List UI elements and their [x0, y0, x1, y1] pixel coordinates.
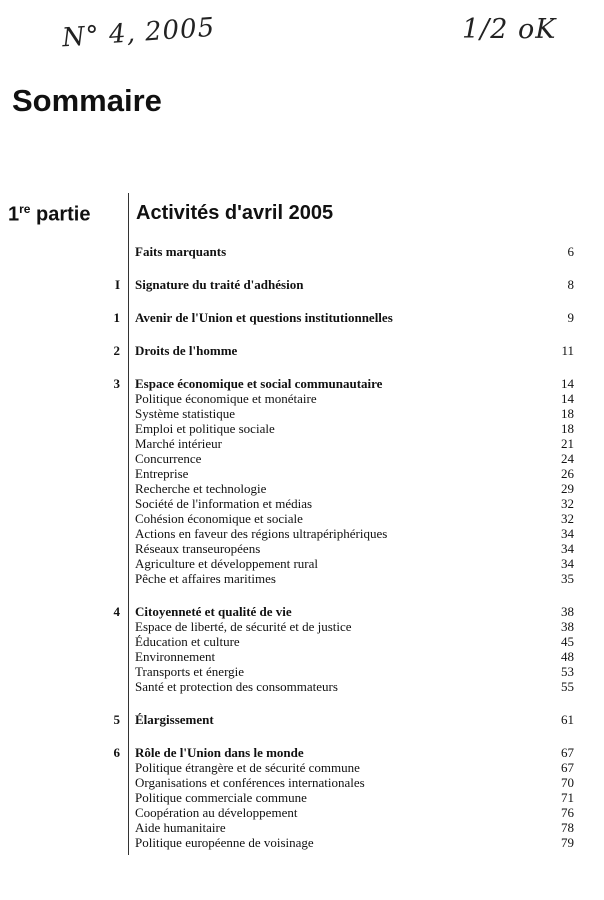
entry-label: Emploi et politique sociale [135, 421, 275, 436]
toc-entry[interactable] [0, 634, 604, 649]
toc-entry[interactable] [0, 664, 604, 679]
section-number: 6 [113, 745, 120, 760]
toc-entry[interactable] [0, 391, 604, 406]
section-title: Signature du traité d'adhésion [135, 277, 304, 292]
entry-label: Recherche et technologie [135, 481, 267, 496]
toc-entry[interactable] [0, 820, 604, 835]
entry-label: Pêche et affaires maritimes [135, 571, 276, 586]
entry-label: Coopération au développement [135, 805, 298, 820]
section-title: Espace économique et social communautaire [135, 376, 383, 391]
entry-label: Entreprise [135, 466, 189, 481]
toc-entry[interactable] [0, 451, 604, 466]
toc-section-heading[interactable] [0, 277, 604, 292]
toc-section [0, 745, 604, 850]
section-number: 3 [113, 376, 120, 391]
entry-label: Espace de liberté, de sécurité et de justice [135, 619, 352, 634]
toc-section-heading[interactable] [0, 343, 604, 358]
entry-label: Actions en faveur des régions ultrapériphériques [135, 526, 388, 541]
page-number: 32 [561, 511, 574, 526]
page-number: 29 [561, 481, 574, 496]
toc-entry[interactable] [0, 649, 604, 664]
page-number: 76 [561, 805, 574, 820]
entry-label: Transports et énergie [135, 664, 245, 679]
toc-entry[interactable] [0, 406, 604, 421]
toc-section-heading[interactable] [0, 244, 604, 259]
entry-label: Éducation et culture [135, 634, 240, 649]
toc-entry[interactable] [0, 466, 604, 481]
page-number: 21 [561, 436, 574, 451]
page-number: 78 [561, 820, 574, 835]
toc-entry[interactable] [0, 571, 604, 586]
toc-entry[interactable] [0, 526, 604, 541]
page-number: 48 [561, 649, 574, 664]
toc-entry[interactable] [0, 556, 604, 571]
entry-label: Environnement [135, 649, 216, 664]
page-number: 26 [561, 466, 574, 481]
page-number: 11 [561, 343, 574, 358]
page-number: 9 [567, 310, 574, 325]
page-number: 6 [567, 244, 574, 259]
page-number: 45 [561, 634, 574, 649]
entry-label: Agriculture et développement rural [135, 556, 319, 571]
page-number: 71 [561, 790, 574, 805]
section-title: Élargissement [135, 712, 214, 727]
page-number: 67 [561, 760, 574, 775]
toc-entry[interactable] [0, 496, 604, 511]
entry-label: Politique commerciale commune [135, 790, 307, 805]
section-number: 1 [113, 310, 120, 325]
toc-section [0, 244, 604, 259]
page-number: 18 [561, 421, 574, 436]
toc-entry[interactable] [0, 436, 604, 451]
toc-entry[interactable] [0, 679, 604, 694]
part-ordinal-suffix: re [19, 202, 31, 216]
toc-section [0, 604, 604, 694]
toc-section-heading[interactable] [0, 310, 604, 325]
section-number: 2 [113, 343, 120, 358]
toc-entry[interactable] [0, 421, 604, 436]
section-title: Rôle de l'Union dans le monde [135, 745, 304, 760]
section-title: Avenir de l'Union et questions institutionnelles [135, 310, 393, 325]
handwritten-note-issue: N° 4, 2005 [61, 12, 217, 54]
part-title: Activités d'avril 2005 [136, 202, 334, 224]
page-number: 38 [561, 619, 574, 634]
toc-entry[interactable] [0, 619, 604, 634]
section-number: 5 [113, 712, 120, 727]
page-number: 38 [561, 604, 574, 619]
toc-section [0, 712, 604, 727]
part-word: partie [30, 203, 91, 226]
section-number: I [114, 277, 120, 292]
toc-section-heading[interactable] [0, 604, 604, 619]
part-label [8, 202, 91, 227]
toc-entry[interactable] [0, 835, 604, 850]
entry-label: Cohésion économique et sociale [135, 511, 303, 526]
entry-label: Marché intérieur [135, 436, 222, 451]
toc-section [0, 310, 604, 325]
page-number: 53 [561, 664, 574, 679]
page-number: 14 [561, 376, 574, 391]
page-number: 24 [561, 451, 574, 466]
entry-label: Aide humanitaire [135, 820, 226, 835]
entry-label: Concurrence [135, 451, 202, 466]
entry-label: Société de l'information et médias [135, 496, 313, 511]
page-title: Sommaire [12, 83, 162, 118]
page-number: 79 [561, 835, 574, 850]
entry-label: Réseaux transeuropéens [135, 541, 261, 556]
toc-entry[interactable] [0, 481, 604, 496]
toc-entry[interactable] [0, 760, 604, 775]
entry-label: Politique économique et monétaire [135, 391, 317, 406]
toc-entry[interactable] [0, 790, 604, 805]
toc-section [0, 277, 604, 292]
page-number: 18 [561, 406, 574, 421]
page-number: 61 [561, 712, 574, 727]
page-number: 34 [561, 526, 574, 541]
toc-entry[interactable] [0, 775, 604, 790]
toc-section-heading[interactable] [0, 745, 604, 760]
entry-label: Politique étrangère et de sécurité commune [135, 760, 360, 775]
section-title: Citoyenneté et qualité de vie [135, 604, 292, 619]
page-number: 34 [561, 556, 574, 571]
toc-section-heading[interactable] [0, 376, 604, 391]
entry-label: Organisations et conférences internationales [135, 775, 365, 790]
toc-entry[interactable] [0, 541, 604, 556]
page-number: 14 [561, 391, 574, 406]
handwritten-note-status: 1/2 oK [462, 14, 557, 45]
entry-label: Santé et protection des consommateurs [135, 679, 338, 694]
entry-label: Politique européenne de voisinage [135, 835, 314, 850]
toc-section-heading[interactable] [0, 712, 604, 727]
section-number: 4 [113, 604, 120, 619]
page-number: 70 [561, 775, 574, 790]
entry-label: Système statistique [135, 406, 236, 421]
toc-entry[interactable] [0, 805, 604, 820]
page-number: 8 [567, 277, 574, 292]
toc-section [0, 376, 604, 586]
page-number: 35 [561, 571, 574, 586]
page-number: 55 [561, 679, 574, 694]
toc-entry[interactable] [0, 511, 604, 526]
page-number: 32 [561, 496, 574, 511]
page-number: 34 [561, 541, 574, 556]
section-title: Faits marquants [135, 244, 227, 259]
page-number: 67 [561, 745, 574, 760]
table-of-contents [0, 244, 604, 868]
part-number: 1 [8, 203, 20, 226]
toc-section [0, 343, 604, 358]
section-title: Droits de l'homme [135, 343, 238, 358]
